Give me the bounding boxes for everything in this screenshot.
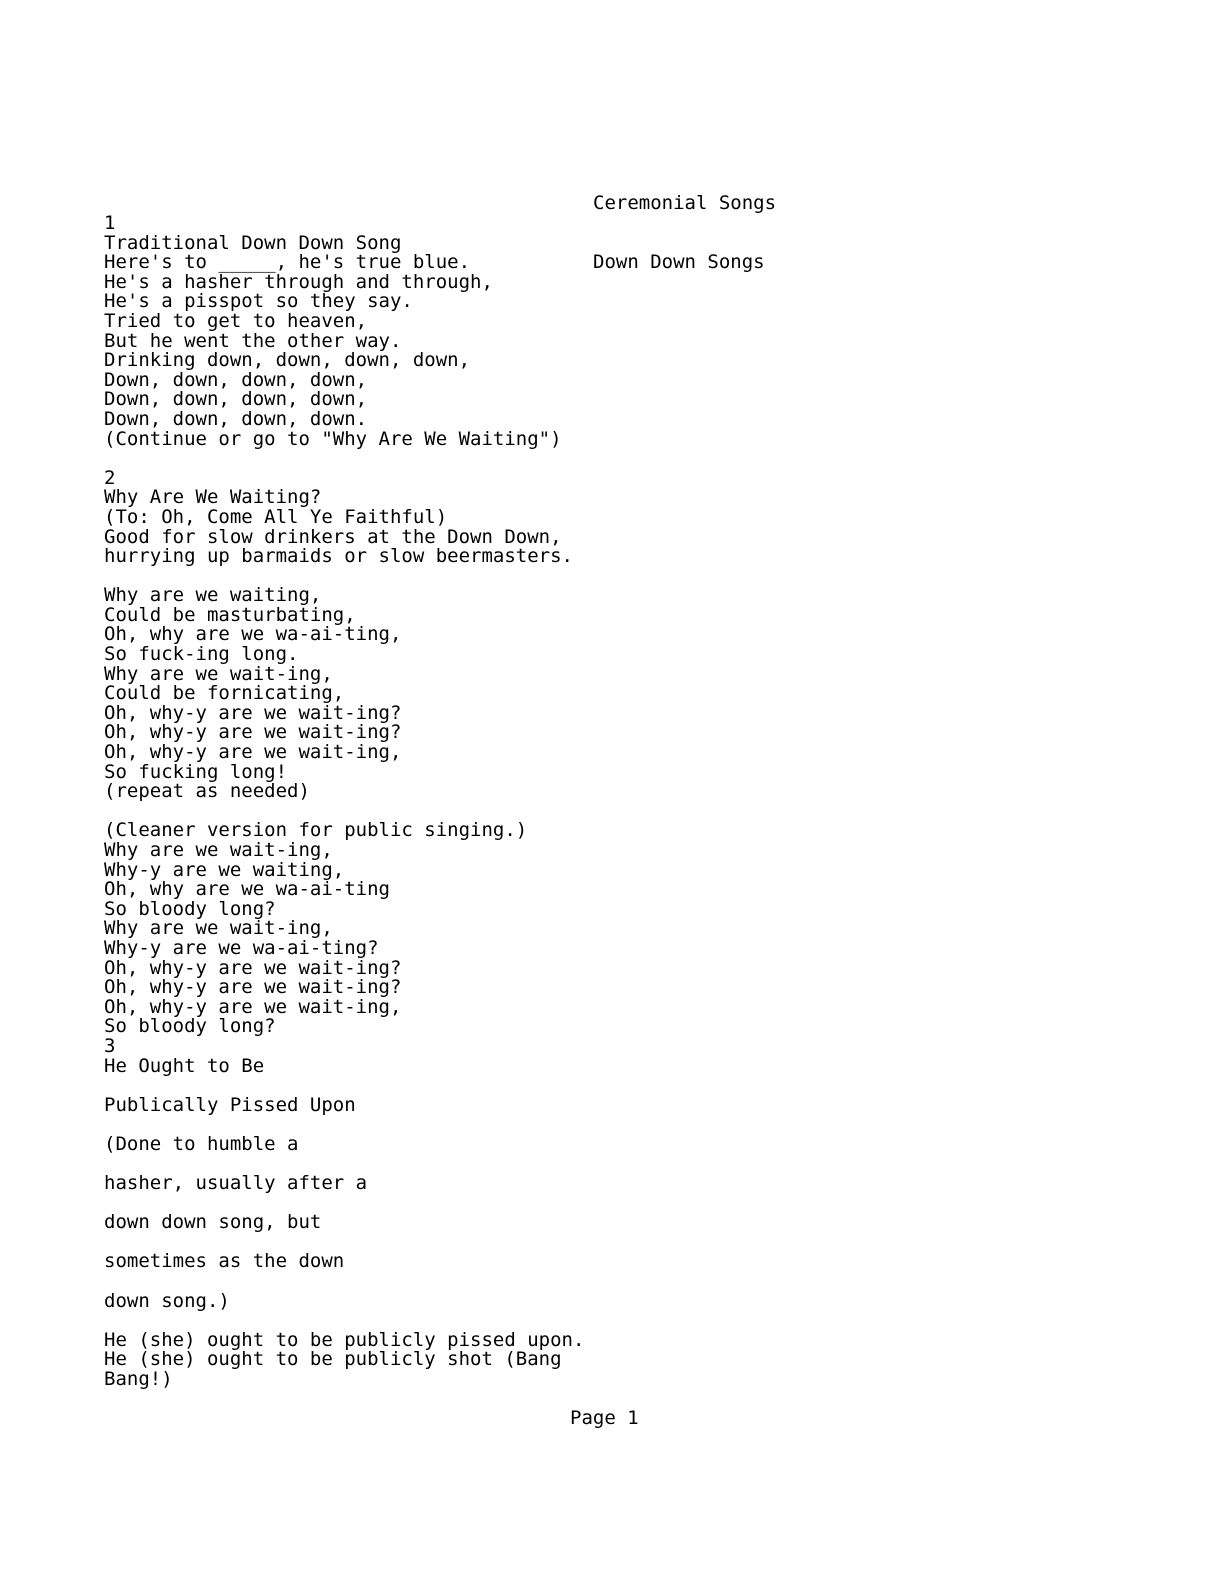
text-line: Could be masturbating, xyxy=(104,603,356,626)
text-line: Oh, why are we wa-ai-ting xyxy=(104,878,390,901)
text-line: So bloody long? xyxy=(104,897,276,920)
text-line: Why Are We Waiting? xyxy=(104,486,322,509)
page-number: Page 1 xyxy=(570,1407,639,1429)
text-line: Drinking down, down, down, down, xyxy=(104,349,471,372)
text-line: sometimes as the down xyxy=(104,1250,345,1273)
text-line xyxy=(104,449,1104,469)
text-line: So fucking long! xyxy=(104,760,288,783)
text-line: Could be fornicating, xyxy=(104,682,345,705)
text-line: He (she) ought to be publicly pissed upon. xyxy=(104,1328,585,1351)
text-line: (Cleaner version for public singing.) xyxy=(104,819,528,842)
header-subtitle: Down Down Songs xyxy=(593,250,765,273)
text-line: 2 xyxy=(104,466,116,489)
text-line: He's a hasher through and through, xyxy=(104,270,493,293)
text-line: But he went the other way. xyxy=(104,329,402,352)
text-line: Why-y are we waiting, xyxy=(104,858,345,881)
text-line: down down song, but xyxy=(104,1211,322,1234)
text-line: Good for slow drinkers at the Down Down, xyxy=(104,525,562,548)
text-line: Why are we waiting, xyxy=(104,584,322,607)
text-line: Oh, why-y are we wait-ing, xyxy=(104,995,402,1018)
text-line: Here's to _____, he's true blue. xyxy=(104,251,471,274)
text-line: Oh, why are we wa-ai-ting, xyxy=(104,623,402,646)
text-line: Down, down, down, down, xyxy=(104,388,368,411)
text-line: Traditional Down Down Song xyxy=(104,231,402,254)
text-line xyxy=(104,1115,1104,1135)
text-line: hurrying up barmaids or slow beermasters. xyxy=(104,545,573,568)
text-line xyxy=(104,1272,1104,1292)
text-line: He Ought to Be xyxy=(104,1054,265,1077)
text-line: (To: Oh, Come All Ye Faithful) xyxy=(104,505,448,528)
text-line: So fuck-ing long. xyxy=(104,643,299,666)
text-line: Bang!) xyxy=(104,1368,173,1391)
text-line: Why-y are we wa-ai-ting? xyxy=(104,936,379,959)
text-line: Oh, why-y are we wait-ing? xyxy=(104,956,402,979)
text-line: Oh, why-y are we wait-ing? xyxy=(104,701,402,724)
text-line: down song.) xyxy=(104,1289,230,1312)
text-line: Down, down, down, down, xyxy=(104,368,368,391)
text-line: (Done to humble a xyxy=(104,1132,299,1155)
text-line: hasher, usually after a xyxy=(104,1172,368,1195)
text-line: So bloody long? xyxy=(104,1015,276,1038)
text-line: Down, down, down, down. xyxy=(104,407,368,430)
text-line: (repeat as needed) xyxy=(104,780,310,803)
text-line: Why are we wait-ing, xyxy=(104,662,333,685)
text-line xyxy=(104,1076,1104,1096)
song-text xyxy=(104,214,1104,1390)
text-line: He's a pisspot so they say. xyxy=(104,290,413,313)
header-title: Ceremonial Songs xyxy=(593,192,777,215)
text-line: (Continue or go to "Why Are We Waiting") xyxy=(104,427,562,450)
text-line: 3 xyxy=(104,1034,116,1057)
text-line: 1 xyxy=(104,212,116,234)
text-line: He (she) ought to be publicly shot (Bang xyxy=(104,1348,562,1371)
text-line xyxy=(104,1311,1104,1331)
text-line: Why are we wait-ing, xyxy=(104,917,333,940)
text-line: Oh, why-y are we wait-ing? xyxy=(104,721,402,744)
text-line: Tried to get to heaven, xyxy=(104,309,368,332)
text-line: Publically Pissed Upon xyxy=(104,1093,356,1116)
text-line: Oh, why-y are we wait-ing, xyxy=(104,741,402,764)
text-line: Why are we wait-ing, xyxy=(104,839,333,861)
text-line: Oh, why-y are we wait-ing? xyxy=(104,976,402,999)
